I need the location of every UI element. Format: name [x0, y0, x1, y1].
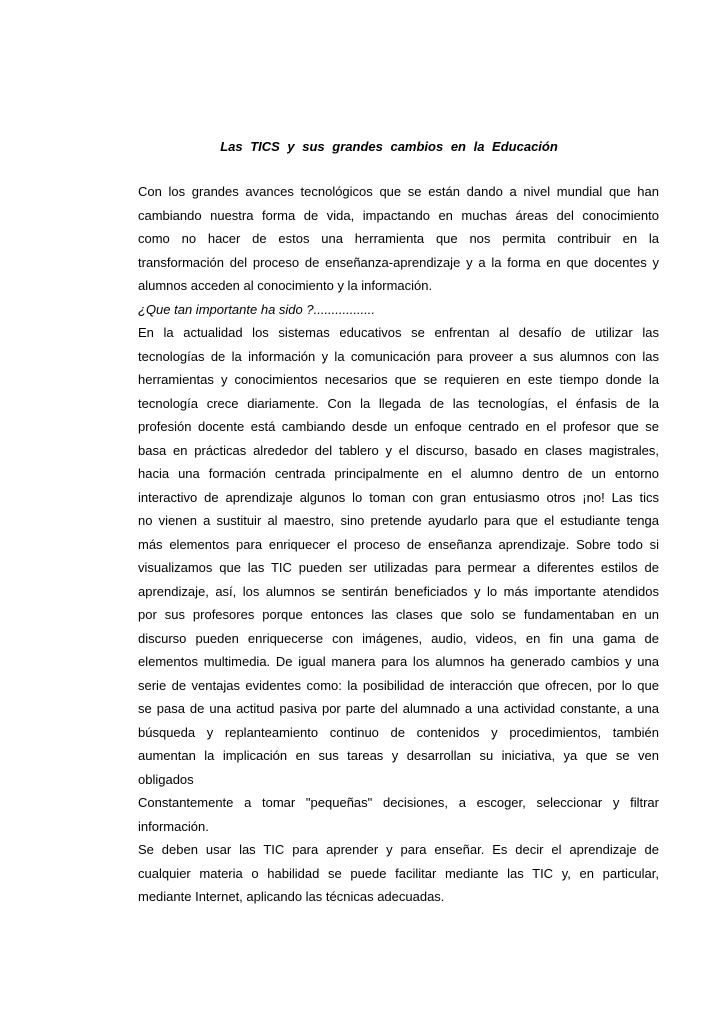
- body-text-line: Constantemente a tomar "pequeñas" decisiones, a escoger, seleccionar y filtrar: [138, 795, 659, 810]
- body-text-line: no vienen a sustituir al maestro, sino pretende ayudarlo para que el estudiante tenga: [138, 513, 659, 528]
- body-text-line: herramientas y conocimientos necesarios que se requieren en este tiempo donde la: [138, 372, 659, 387]
- body-text-line: basa en prácticas alrededor del tablero y el discurso, basado en clases magistrales,: [138, 442, 659, 458]
- body-text-line: búsqueda y replanteamiento continuo de contenidos y procedimientos, también: [138, 724, 659, 740]
- body-text-line: mediante Internet, aplicando las técnicas adecuadas.: [138, 889, 445, 904]
- body-text-line: alumnos acceden al conocimiento y la información.: [138, 278, 433, 293]
- body-text-line: más elementos para enriquecer el proceso de enseñanza aprendizaje. Sobre todo si: [138, 536, 659, 552]
- document-title: Las TICS y sus grandes cambios en la Educación: [220, 139, 558, 154]
- body-text-line: información.: [138, 818, 209, 834]
- body-text-line: por sus profesores porque entonces las clases que solo se fundamentaban en un: [138, 607, 659, 622]
- body-text-line: serie de ventajas evidentes como: la posibilidad de interacción que ofrecen, por lo que: [138, 677, 659, 693]
- body-text-line: Con los grandes avances tecnológicos que se están dando a nivel mundial que han: [138, 184, 659, 199]
- body-text-line: tecnologías de la información y la comunicación para proveer a sus alumnos con las: [138, 348, 659, 364]
- body-text-line: En la actualidad los sistemas educativos se enfrentan al desafío de utilizar las: [138, 325, 659, 340]
- body-text-line: discurso pueden enriquecerse con imágenes, audio, videos, en fin una gama de: [138, 630, 659, 646]
- body-text-line: visualizamos que las TIC pueden ser utilizadas para permear a diferentes estilos de: [138, 560, 659, 575]
- body-text-line: aumentan la implicación en sus tareas y desarrollan su iniciativa, ya que se ven: [138, 748, 659, 763]
- body-text-line: hacia una formación centrada principalmente en el alumno dentro de un entorno: [138, 466, 659, 481]
- body-text-line: aprendizaje, así, los alumnos se sentirán beneficiados y lo más importante atendidos: [138, 583, 659, 599]
- body-text-line: transformación del proceso de enseñanza-aprendizaje y a la forma en que docentes y: [138, 254, 659, 270]
- body-text-line: profesión docente está cambiando desde un enfoque centrado en el profesor que se: [138, 419, 659, 434]
- body-text-line: como no hacer de estos una herramienta que nos permita contribuir en la: [138, 231, 659, 246]
- body-text-line: interactivo de aprendizaje algunos lo toman con gran entusiasmo otros ¡no! Las tics: [138, 489, 659, 505]
- body-text-line: se pasa de una actitud pasiva por parte del alumnado a una actividad constante, a una: [138, 701, 659, 716]
- body-text-line: cualquier materia o habilidad se puede facilitar mediante las TIC y, en particular,: [138, 865, 659, 881]
- body-text-line: obligados: [138, 771, 194, 787]
- section-question-line: ¿Que tan importante ha sido ?.................: [138, 301, 376, 317]
- body-text-line: cambiando nuestra forma de vida, impactando en muchas áreas del conocimiento: [138, 207, 659, 223]
- body-text-line: Se deben usar las TIC para aprender y para enseñar. Es decir el aprendizaje de: [138, 842, 659, 857]
- body-text-line: tecnología crece diariamente. Con la llegada de las tecnologías, el énfasis de la: [138, 395, 659, 411]
- body-text-line: elementos multimedia. De igual manera para los alumnos ha generado cambios y una: [138, 654, 659, 669]
- document-body: [138, 180, 659, 909]
